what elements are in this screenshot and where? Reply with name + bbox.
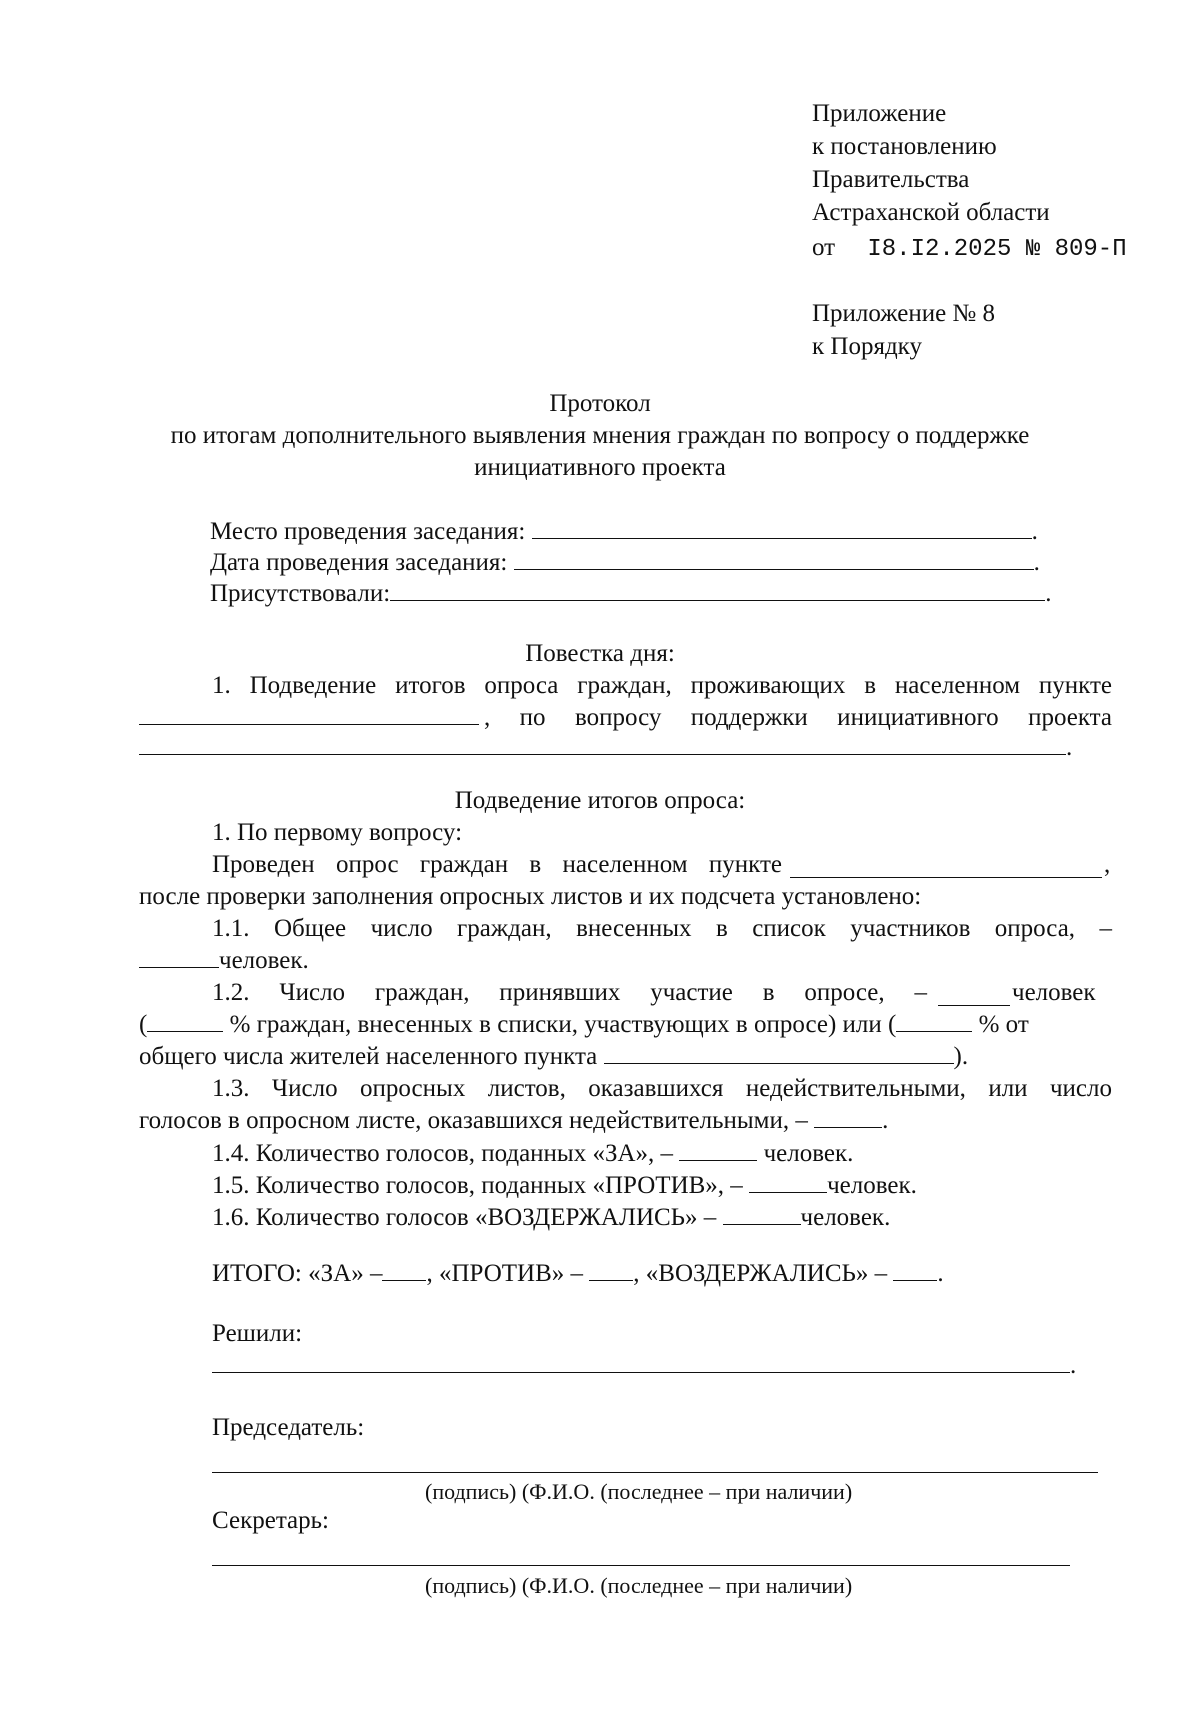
header-region: Астраханской области xyxy=(812,199,1050,226)
meeting-date-row xyxy=(210,547,1040,579)
total-against-label: , «ПРОТИВ» – xyxy=(426,1260,584,1287)
meeting-date-field[interactable] xyxy=(514,547,1034,570)
agenda-heading: Повестка дня: xyxy=(525,640,675,667)
participants-field[interactable] xyxy=(938,983,1010,1006)
doc-subtitle-line2: инициативного проекта xyxy=(474,454,726,481)
votes-against-field[interactable] xyxy=(749,1170,827,1193)
dot: . xyxy=(1070,1352,1077,1379)
agenda-item-1-line2 xyxy=(139,702,1112,734)
survey-settlement-field[interactable] xyxy=(790,855,1102,878)
item-1-2-label: 1.2. Число граждан, принявших участие в опросе, – xyxy=(212,979,927,1006)
header-government: Правительства xyxy=(812,166,970,193)
item-1-3-cont xyxy=(139,1105,888,1137)
open-paren: ( xyxy=(139,1011,148,1038)
first-question: 1. По первому вопросу: xyxy=(212,819,463,846)
header-from-label: от xyxy=(812,234,836,261)
doc-title: Протокол xyxy=(549,390,651,417)
invalid-votes-field[interactable] xyxy=(814,1105,882,1128)
person-unit: человек. xyxy=(219,947,309,974)
header-date-line xyxy=(812,232,1127,266)
votes-for-label: 1.4. Количество голосов, поданных «ЗА», – xyxy=(212,1140,674,1167)
person-unit: человек xyxy=(1012,979,1096,1006)
meeting-present-field[interactable] xyxy=(390,578,1045,601)
results-heading: Подведение итогов опроса: xyxy=(454,787,746,814)
percent-registered-field[interactable] xyxy=(147,1009,223,1032)
total-for-field[interactable] xyxy=(382,1258,426,1281)
votes-abstain-field[interactable] xyxy=(723,1202,801,1225)
total-abstain-field[interactable] xyxy=(893,1258,937,1281)
totals-row xyxy=(212,1258,944,1290)
comma: , xyxy=(1104,851,1111,878)
header-appendix-8: Приложение № 8 xyxy=(812,300,996,327)
settlement-field[interactable] xyxy=(139,702,479,725)
agenda-project-row xyxy=(139,732,1072,764)
meeting-present-label: Присутствовали: xyxy=(210,580,391,607)
person-unit: человек. xyxy=(800,1204,891,1231)
decision-field[interactable] xyxy=(212,1350,1070,1373)
doc-subtitle-line1: по итогам дополнительного выявления мнения граждан по вопросу о поддержке xyxy=(170,422,1030,449)
chairman-label: Председатель: xyxy=(212,1414,365,1441)
meeting-present-row xyxy=(210,578,1051,610)
votes-against-label: 1.5. Количество голосов, поданных «ПРОТИВ», – xyxy=(212,1172,743,1199)
item-1-3: 1.3. Число опросных листов, оказавшихся недействительными, или число xyxy=(212,1075,1112,1102)
meeting-place-row xyxy=(210,516,1038,548)
dot: . xyxy=(1066,734,1073,761)
total-registered-field[interactable] xyxy=(139,945,219,968)
person-unit: человек. xyxy=(763,1140,854,1167)
project-name-field[interactable] xyxy=(139,732,1066,755)
item-1-6 xyxy=(212,1202,890,1234)
percent-of-text: % от xyxy=(978,1011,1029,1038)
secretary-caption: (подпись) (Ф.И.О. (последнее – при наличии) xyxy=(425,1573,853,1598)
survey-conducted-label: Проведен опрос граждан в населенном пункте xyxy=(212,851,782,878)
secretary-signature-line[interactable] xyxy=(212,1565,1070,1566)
header-to-decree: к постановлению xyxy=(812,133,997,160)
header-to-order: к Порядку xyxy=(812,333,922,360)
dot: . xyxy=(1033,549,1040,576)
meeting-place-label: Место проведения заседания: xyxy=(210,518,526,545)
item-1-4 xyxy=(212,1138,853,1170)
residents-text: общего числа жителей населенного пункта xyxy=(139,1043,598,1070)
total-for-label: ИТОГО: «ЗА» – xyxy=(212,1260,383,1287)
votes-for-field[interactable] xyxy=(679,1138,757,1161)
invalid-votes-text: голосов в опросном листе, оказавшихся недействительными, – xyxy=(139,1107,808,1134)
meeting-date-label: Дата проведения заседания: xyxy=(210,549,508,576)
chairman-caption: (подпись) (Ф.И.О. (последнее – при наличии) xyxy=(425,1479,853,1504)
residents-count-field[interactable] xyxy=(604,1041,954,1064)
item-1-1-cont xyxy=(139,945,309,977)
header-appendix: Приложение xyxy=(812,100,947,127)
agenda-item-1: 1. Подведение итогов опроса граждан, проживающих в населенном пункте xyxy=(212,672,1112,699)
decision-row xyxy=(212,1350,1076,1382)
total-abstain-label: , «ВОЗДЕРЖАЛИСЬ» – xyxy=(633,1260,888,1287)
item-1-1: 1.1. Общее число граждан, внесенных в список участников опроса, – xyxy=(212,915,1112,942)
person-unit: человек. xyxy=(827,1172,917,1199)
percent-residents-field[interactable] xyxy=(896,1009,972,1032)
decree-number-stamp: I8.I2.2025 № 809-П xyxy=(867,236,1127,263)
chairman-signature-line[interactable] xyxy=(212,1472,1098,1473)
votes-abstain-label: 1.6. Количество голосов «ВОЗДЕРЖАЛИСЬ» – xyxy=(212,1204,717,1231)
dot: . xyxy=(1031,518,1038,545)
item-1-2-residents-row xyxy=(139,1041,968,1073)
dot: . xyxy=(882,1107,889,1134)
meeting-place-field[interactable] xyxy=(532,516,1032,539)
dot: . xyxy=(937,1260,944,1287)
dot: . xyxy=(1045,580,1052,607)
agenda-item-1-rest: , по вопросу поддержки инициативного проекта xyxy=(484,704,1112,731)
item-1-5 xyxy=(212,1170,917,1202)
after-check-text: после проверки заполнения опросных листов и их подсчета установлено: xyxy=(139,883,922,910)
close-paren: ). xyxy=(953,1043,969,1070)
percent-registered-text: % граждан, внесенных в списки, участвующих в опросе) или ( xyxy=(229,1011,897,1038)
secretary-label: Секретарь: xyxy=(212,1507,329,1534)
decision-label: Решили: xyxy=(212,1320,303,1347)
total-against-field[interactable] xyxy=(589,1258,633,1281)
item-1-2-percent-row xyxy=(139,1009,1112,1041)
